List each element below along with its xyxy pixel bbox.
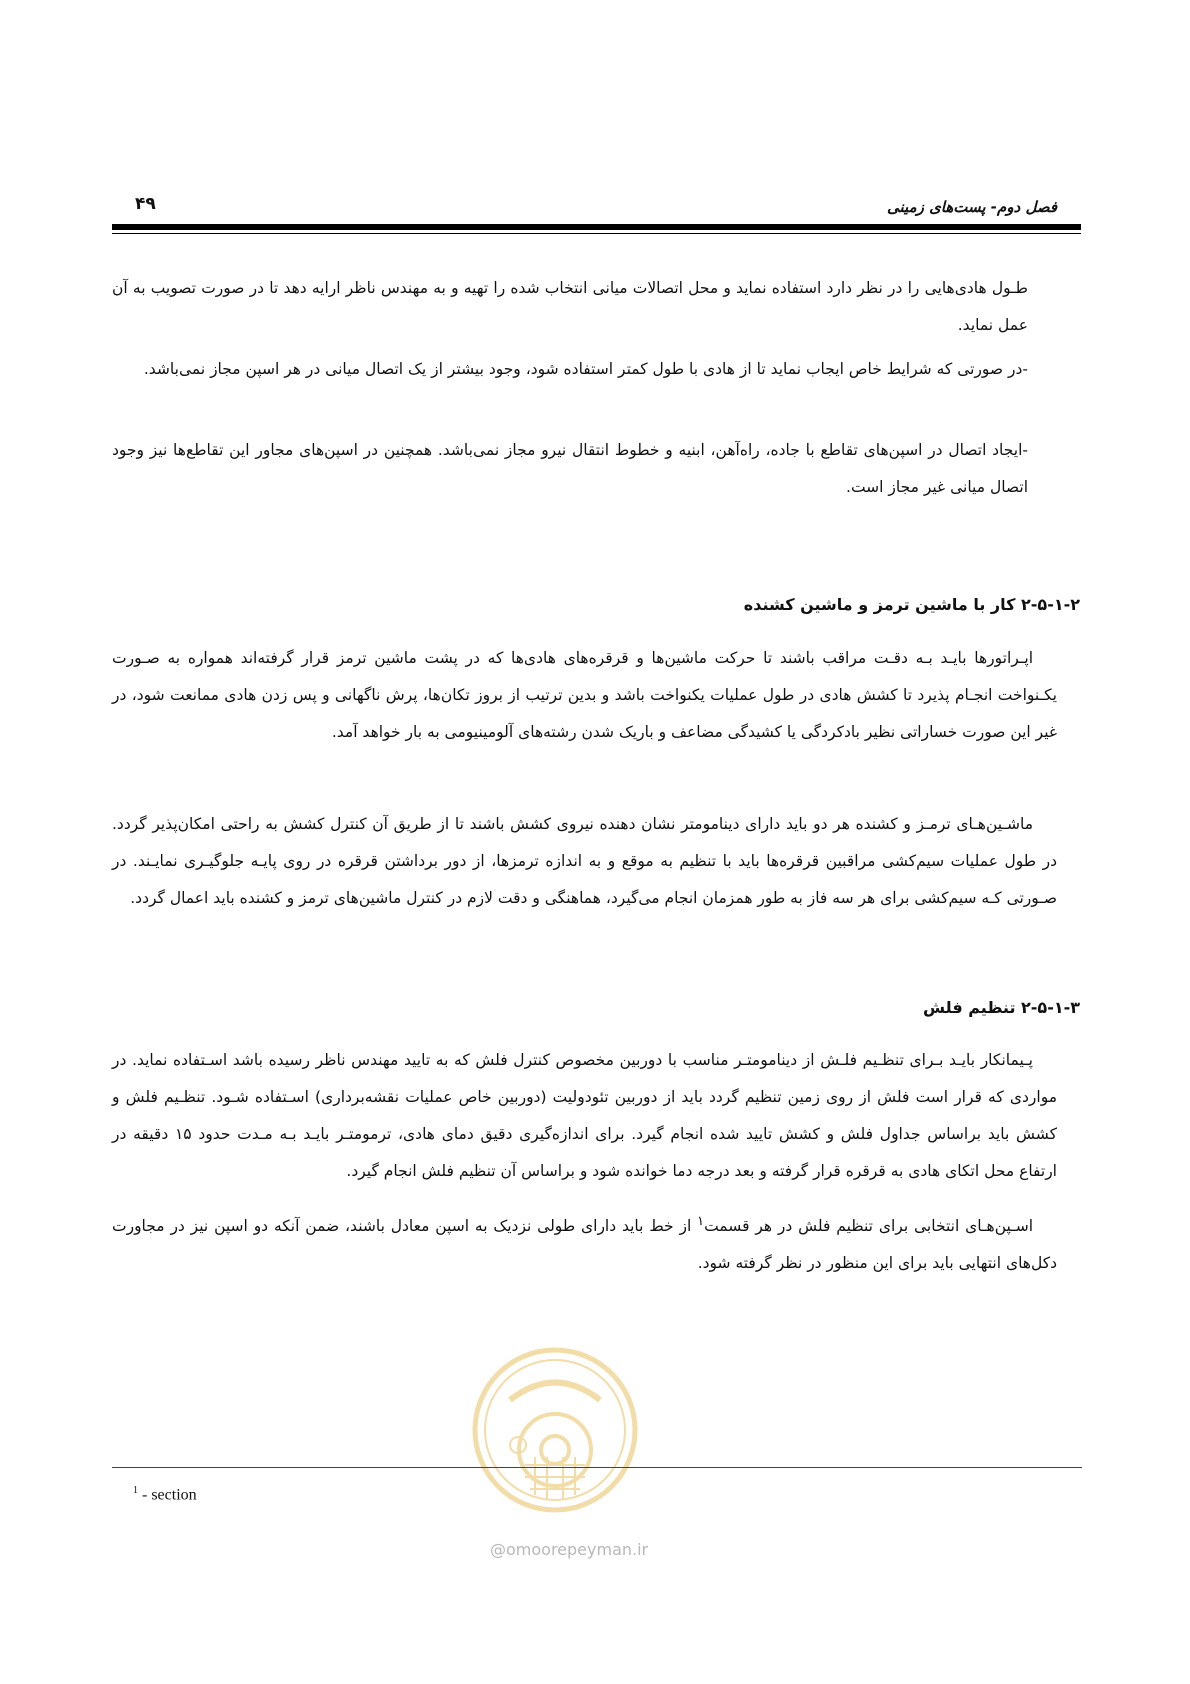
paragraph-operators [112, 640, 1057, 751]
bullet-item-2-text: -ایجاد اتصال در اسپن‌های تقاطع با جاده، راه‌آهن، ابنیه و خطوط انتقال نیرو مجاز نمی‌باشد. همچنین در اسپن‌های مجاور این تقاطع‌ها نیز وجود اتصال میانی غیر مجاز است. [112, 441, 1028, 496]
paragraph-spans-after: از خط باید دارای طولی نزدیک به اسپن معادل باشند، ضمن آنکه دو اسپن نیز در مجاورت دکل‌های انتهایی باید برای این منظور در نظر گرفته شود. [112, 1217, 1057, 1273]
bullet-item-1 [112, 351, 1028, 388]
paragraph-spans [112, 1203, 1057, 1282]
page-number: ۴۹ [135, 194, 156, 214]
paragraph-spans-text [112, 1203, 1057, 1282]
bullet-item-1-text: -در صورتی که شرایط خاص ایجاب نماید تا از هادی با طول کمتر استفاده شود، وجود بیشتر از یک اتصال میانی در هر اسپن مجاز نمی‌باشد. [143, 360, 1028, 378]
paragraph-dynamometer [112, 806, 1057, 917]
intro-continuation [112, 270, 1028, 344]
section-heading-brake-puller: ۲-۵-۱-۲ کار با ماشین ترمز و ماشین کشنده [743, 595, 1080, 614]
watermark-seal-icon [470, 1345, 640, 1525]
footnote-separator [112, 1467, 1082, 1468]
watermark-url: @omoorepeyman.ir [490, 1540, 649, 1559]
paragraph-dynamometer-text: ماشـین‌هـای ترمـز و کشنده هر دو باید دارای دینامومتر نشان دهنده نیروی کشش باشند تا از طریق آن کنترل کشش به راحتی امکان‌پذیر گردد. در طول عملیات سیم‌کشی مراقبین قرقره‌ها باید با تنظیم به موقع و به اندازه ترمزها، از دور برداشتن قرقره در روی پایـه جلوگیـری نمایـند. در صـورتی کـه سیم‌کشی برای هر سه فاز به طور همزمان انجام می‌گیرد، هماهنگی و دقت لازم در کنترل ماشین‌های ترمز و کشنده باید اعمال گردد. [112, 815, 1057, 907]
header-rule-thick [112, 224, 1081, 230]
paragraph-spans-before: اسـپن‌هـای انتخابی برای تنظیم فلش در هر قسمت [704, 1217, 1033, 1236]
watermark-logo [470, 1345, 640, 1525]
paragraph-contractor [112, 1042, 1057, 1190]
section-heading-sag-adjust: ۲-۵-۱-۳ تنظیم فلش [923, 998, 1080, 1017]
footnote-mark: 1 [133, 1485, 138, 1496]
footnote-text: - section [138, 1486, 197, 1504]
footnote-reference: ۱ [697, 1214, 705, 1229]
header-rule-thin [112, 233, 1081, 234]
paragraph-operators-text: اپـراتورها بایـد بـه دقـت مراقب باشند تا حرکت ماشین‌ها و قرقره‌های هادی‌ها که در پشت ماشین ترمز قرار گرفته‌اند همواره به صـورت یکـنواخت انجـام پذیرد تا کشش هادی در طول عملیات یکنواخت باشد و بدین ترتیب از بروز تکان‌ها، پرش ناگهانی و پس زدن هادی ممانعت شود، در غیر این صورت خساراتی نظیر بادکردگی یا کشیدگی مضاعف و باریک شدن رشته‌های آلومینیومی به بار خواهد آمد. [112, 649, 1057, 741]
paragraph-contractor-text: پـیمانکار بایـد بـرای تنظـیم فلـش از دینامومتـر مناسب با دوربین مخصوص کنترل فلش که به تایید مهندس ناظر رسیده باشد اسـتفاده نماید. در مواردی که قرار است فلش از روی زمین تنظیم گردد باید از دوربین تئودولیت (دوربین خاص عملیات نقشه‌برداری) اسـتفاده شـود. تنظـیم فلش و کشش باید براساس جداول فلش و کشش تایید شده انجام گیرد. برای اندازه‌گیری دقیق دمای هادی، ترمومتـر بایـد بـه مـدت حدود ۱۵ دقیقه در ارتفاع محل اتکای هادی به قرقره قرار گرفته و بعد درجه دما خوانده شود و براساس آن تنظیم فلش انجام گیرد. [112, 1051, 1057, 1180]
intro-continuation-text: طـول هادی‌هایی را در نظر دارد استفاده نماید و محل اتصالات میانی انتخاب شده را تهیه و به مهندس ناظر ارایه دهد تا در صورت تصویب به آن عمل نماید. [112, 279, 1028, 334]
footnote [133, 1485, 197, 1504]
bullet-item-2 [112, 432, 1028, 506]
chapter-title: فصل دوم- پست‌های زمینی [887, 198, 1057, 216]
